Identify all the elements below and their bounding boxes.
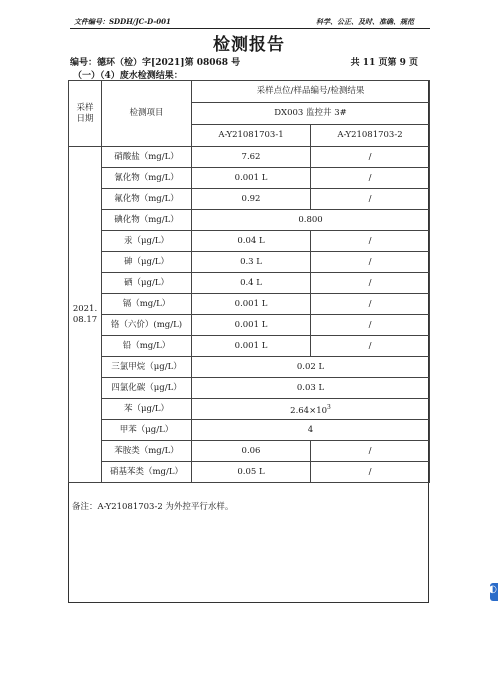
test-item: 铅（mg/L）	[102, 336, 192, 357]
sample2-header: A-Y21081703-2	[311, 125, 430, 147]
value-sample1: 0.4 L	[192, 273, 311, 294]
table-row	[69, 210, 430, 231]
value-sample2: /	[311, 168, 430, 189]
value-sample2: /	[311, 336, 430, 357]
value-sample1: 0.001 L	[192, 315, 311, 336]
table-row	[69, 147, 430, 168]
value-sample2: /	[311, 273, 430, 294]
sample1-header: A-Y21081703-1	[192, 125, 311, 147]
file-number: 文件编号：SDDH/JC-D-001	[74, 17, 171, 26]
value-sample1: 0.04 L	[192, 231, 311, 252]
merged-value: 0.02 L	[192, 357, 430, 378]
value-sample2: /	[311, 462, 430, 483]
merged-value: 4	[192, 420, 430, 441]
value-sample1: 0.3 L	[192, 252, 311, 273]
test-item: 砷（μg/L）	[102, 252, 192, 273]
test-item: 氰化物（mg/L）	[102, 168, 192, 189]
header-rule	[70, 28, 430, 29]
test-item: 汞（μg/L）	[102, 231, 192, 252]
value-sample2: /	[311, 441, 430, 462]
test-item: 苯胺类（mg/L）	[102, 441, 192, 462]
test-item: 氟化物（mg/L）	[102, 189, 192, 210]
side-widget-icon: ◐	[488, 584, 497, 595]
table-row	[69, 378, 430, 399]
value-sample2: /	[311, 252, 430, 273]
test-item: 铬（六价）(mg/L)	[102, 315, 192, 336]
value-exponent: 3	[327, 403, 331, 411]
page-info: 共 11 页第 9 页	[350, 58, 418, 68]
table-row	[69, 252, 430, 273]
table-row	[69, 336, 430, 357]
test-item: 甲苯（μg/L）	[102, 420, 192, 441]
table-row	[69, 168, 430, 189]
value-sample2: /	[311, 231, 430, 252]
section-heading: （一）（4）废水检测结果：	[73, 71, 183, 81]
table-row	[69, 420, 430, 441]
table-row	[69, 273, 430, 294]
table-row	[69, 462, 430, 483]
test-item: 四氯化碳（μg/L）	[102, 378, 192, 399]
test-item: 三氯甲烷（μg/L）	[102, 357, 192, 378]
value-sample2: /	[311, 189, 430, 210]
test-item: 硝酸盐（mg/L）	[102, 147, 192, 168]
remark: 备注：A-Y21081703-2 为外控平行水样。	[72, 502, 234, 512]
table-row	[69, 357, 430, 378]
test-item: 碘化物（mg/L）	[102, 210, 192, 231]
results-table	[68, 80, 430, 483]
test-item: 苯（μg/L）	[102, 399, 192, 420]
test-item: 硒（μg/L）	[102, 273, 192, 294]
merged-value: 0.03 L	[192, 378, 430, 399]
table-row	[69, 294, 430, 315]
table-row	[69, 189, 430, 210]
sample-date: 2021. 08.17	[69, 147, 102, 483]
value-sample2: /	[311, 294, 430, 315]
value-sample1: 0.001 L	[192, 294, 311, 315]
group-header: 采样点位/样品编号/检测结果	[192, 81, 430, 103]
value-base: 2.64×10	[290, 405, 328, 416]
merged-value	[192, 399, 430, 420]
test-item: 硝基苯类（mg/L）	[102, 462, 192, 483]
table-row	[69, 231, 430, 252]
test-item: 镉（mg/L）	[102, 294, 192, 315]
merged-value: 0.800	[192, 210, 430, 231]
value-sample1: 0.001 L	[192, 168, 311, 189]
location-header: DX003 监控井 3#	[192, 103, 430, 125]
value-sample2: /	[311, 315, 430, 336]
report-number: 编号：德环（检）字[2021]第 08068 号	[70, 58, 241, 68]
table-row	[69, 441, 430, 462]
value-sample1: 0.05 L	[192, 462, 311, 483]
value-sample1: 0.06	[192, 441, 311, 462]
table-row	[69, 399, 430, 420]
table-row	[69, 315, 430, 336]
value-sample1: 0.001 L	[192, 336, 311, 357]
date-header: 采样 日期	[69, 81, 102, 147]
value-sample1: 0.92	[192, 189, 311, 210]
page-title: 检测报告	[213, 35, 285, 55]
item-header: 检测项目	[102, 81, 192, 147]
value-sample2: /	[311, 147, 430, 168]
motto: 科学、公正、及时、准确、规范	[316, 17, 414, 26]
value-sample1: 7.62	[192, 147, 311, 168]
